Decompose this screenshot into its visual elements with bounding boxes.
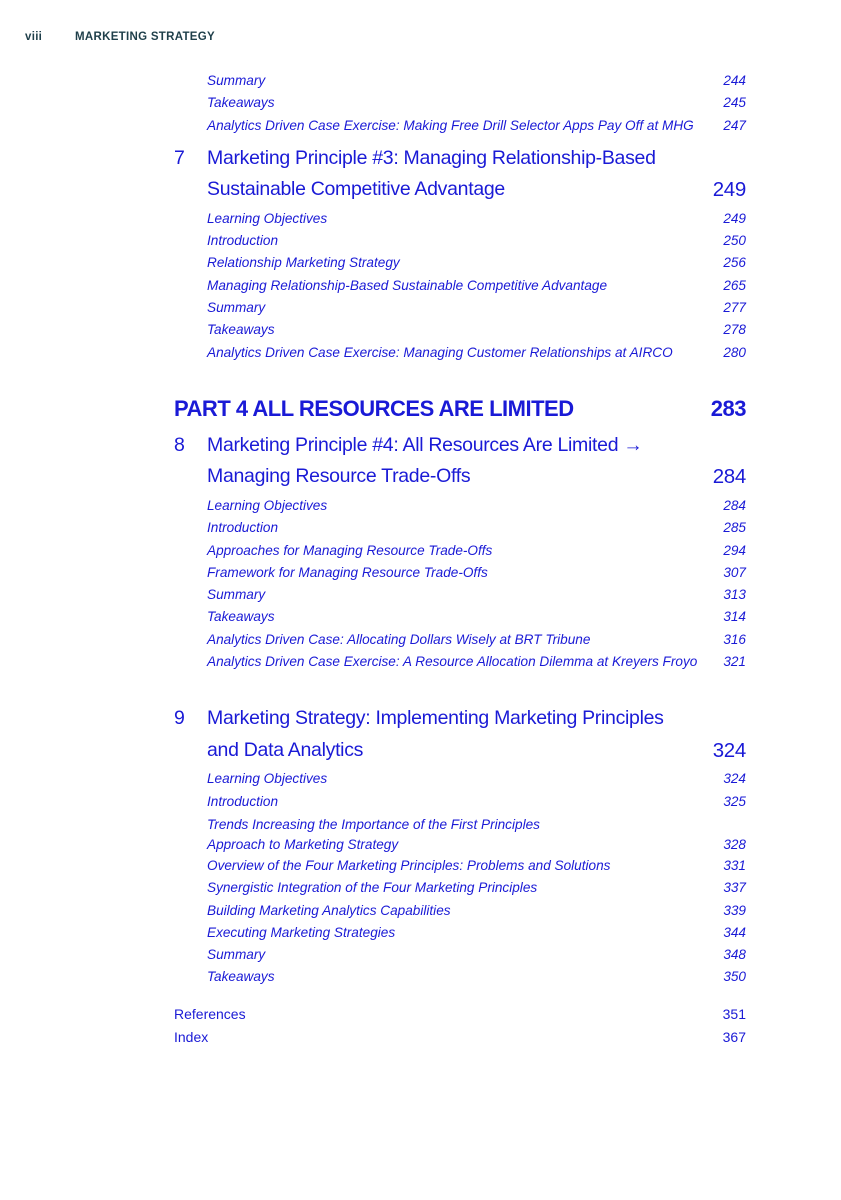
page-number: 367	[722, 1028, 746, 1045]
page-number: 249	[723, 210, 746, 226]
page-number: 316	[723, 631, 746, 647]
toc-entry[interactable]: Executing Marketing Strategies 344	[174, 922, 746, 944]
toc-entry[interactable]: Approaches for Managing Resource Trade-Offs 294	[174, 540, 746, 562]
toc-entry[interactable]: Summary 348	[174, 944, 746, 966]
page-number: 247	[723, 117, 746, 133]
toc-entry[interactable]: Introduction 250	[174, 230, 746, 252]
section-gap	[174, 673, 746, 697]
toc-entry[interactable]: Learning Objectives 249	[174, 208, 746, 230]
page-number: 280	[723, 344, 746, 360]
page-number: 348	[723, 947, 746, 963]
page-number: 324	[723, 771, 746, 787]
page-number: 313	[723, 587, 746, 603]
toc-entry[interactable]	[174, 813, 746, 855]
page-number: 328	[723, 836, 746, 852]
toc-entry[interactable]: Learning Objectives 324	[174, 768, 746, 790]
page-number: 294	[723, 542, 746, 558]
toc-entry[interactable]: Analytics Driven Case Exercise: A Resource Allocation Dilemma at Kreyers Froyo 321	[174, 651, 746, 673]
chapter-title-line-1: Marketing Principle #3: Managing Relationship-Based	[207, 146, 656, 169]
chapter-number: 9	[174, 707, 185, 730]
toc-entry[interactable]: Introduction 285	[174, 517, 746, 539]
toc-entry[interactable]: Analytics Driven Case Exercise: Managing Customer Relationships at AIRCO 280	[174, 342, 746, 364]
page-number: 351	[722, 1005, 746, 1022]
page-number: 277	[723, 300, 746, 316]
part-heading-4[interactable]	[174, 394, 746, 424]
chapter-heading-9[interactable]	[174, 703, 746, 766]
chapter-heading-8[interactable]	[174, 430, 746, 493]
chapter-heading-7[interactable]	[174, 143, 746, 206]
chapter-title-line-2: Managing Resource Trade-Offs	[207, 465, 471, 488]
toc-entry-references[interactable]: References 351	[174, 1003, 746, 1026]
toc-entry[interactable]: Summary 277	[174, 297, 746, 319]
page-number: 331	[723, 857, 746, 873]
chapter-page-number: 249	[712, 178, 746, 202]
page-number: 325	[723, 793, 746, 809]
chapter-title-line-1: Marketing Principle #4: All Resources Are Limited →	[207, 433, 643, 456]
chapter-number: 8	[174, 433, 185, 456]
page-number: 284	[723, 497, 746, 513]
page-folio: viii	[25, 31, 43, 43]
chapter-title-line-2: and Data Analytics	[207, 738, 364, 761]
toc-entry[interactable]: Takeaways 278	[174, 319, 746, 341]
page-number: 250	[723, 233, 746, 249]
page-number: 337	[723, 880, 746, 896]
chapter-title-line-1: Marketing Strategy: Implementing Marketing Principles	[207, 707, 664, 730]
chapter-page-number: 324	[712, 738, 746, 762]
section-gap	[174, 989, 746, 1003]
toc-entry[interactable]: Introduction 325	[174, 791, 746, 813]
toc-entry[interactable]: Overview of the Four Marketing Principles: Problems and Solutions 331	[174, 855, 746, 877]
table-of-contents	[174, 70, 746, 1049]
entry-text-line-2: Approach to Marketing Strategy	[207, 836, 399, 852]
page-number: 285	[723, 520, 746, 536]
toc-entry[interactable]: Takeaways 350	[174, 966, 746, 988]
toc-entry-summary[interactable]: Summary 244	[174, 70, 746, 92]
part-page-number: 283	[710, 395, 746, 421]
page-number: 245	[723, 95, 746, 111]
toc-entry[interactable]: Summary 313	[174, 584, 746, 606]
toc-entry[interactable]: Managing Relationship-Based Sustainable Competitive Advantage 265	[174, 275, 746, 297]
page-number: 350	[723, 969, 746, 985]
page-number: 256	[723, 255, 746, 271]
page-number: 307	[723, 564, 746, 580]
toc-entry[interactable]: Learning Objectives 284	[174, 495, 746, 517]
page-number: 344	[723, 924, 746, 940]
chapter-title-line-2: Sustainable Competitive Advantage	[207, 178, 505, 201]
running-head	[25, 31, 215, 43]
chapter-number: 7	[174, 146, 185, 169]
entry-text-line-1: Trends Increasing the Importance of the First Principles	[207, 816, 540, 832]
page-number: 314	[723, 609, 746, 625]
page-number: 244	[723, 73, 746, 88]
toc-entry[interactable]: Building Marketing Analytics Capabilities 339	[174, 900, 746, 922]
toc-entry-case-exercise[interactable]: Analytics Driven Case Exercise: Making Free Drill Selector Apps Pay Off at MHG 247	[174, 115, 746, 137]
toc-entry[interactable]: Analytics Driven Case: Allocating Dollars Wisely at BRT Tribune 316	[174, 629, 746, 651]
running-head-title: MARKETING STRATEGY	[75, 31, 215, 43]
page-number: 321	[723, 654, 746, 670]
toc-entry-takeaways[interactable]: Takeaways 245	[174, 92, 746, 114]
toc-entry[interactable]: Takeaways 314	[174, 606, 746, 628]
page-number: 339	[723, 902, 746, 918]
toc-entry[interactable]: Relationship Marketing Strategy 256	[174, 252, 746, 274]
page-number: 265	[723, 277, 746, 293]
chapter-page-number: 284	[712, 465, 746, 489]
part-title: PART 4 ALL RESOURCES ARE LIMITED	[174, 395, 574, 421]
page-number: 278	[723, 322, 746, 338]
toc-entry[interactable]: Synergistic Integration of the Four Marketing Principles 337	[174, 877, 746, 899]
toc-entry[interactable]: Framework for Managing Resource Trade-Offs 307	[174, 562, 746, 584]
toc-entry-index[interactable]: Index 367	[174, 1026, 746, 1049]
